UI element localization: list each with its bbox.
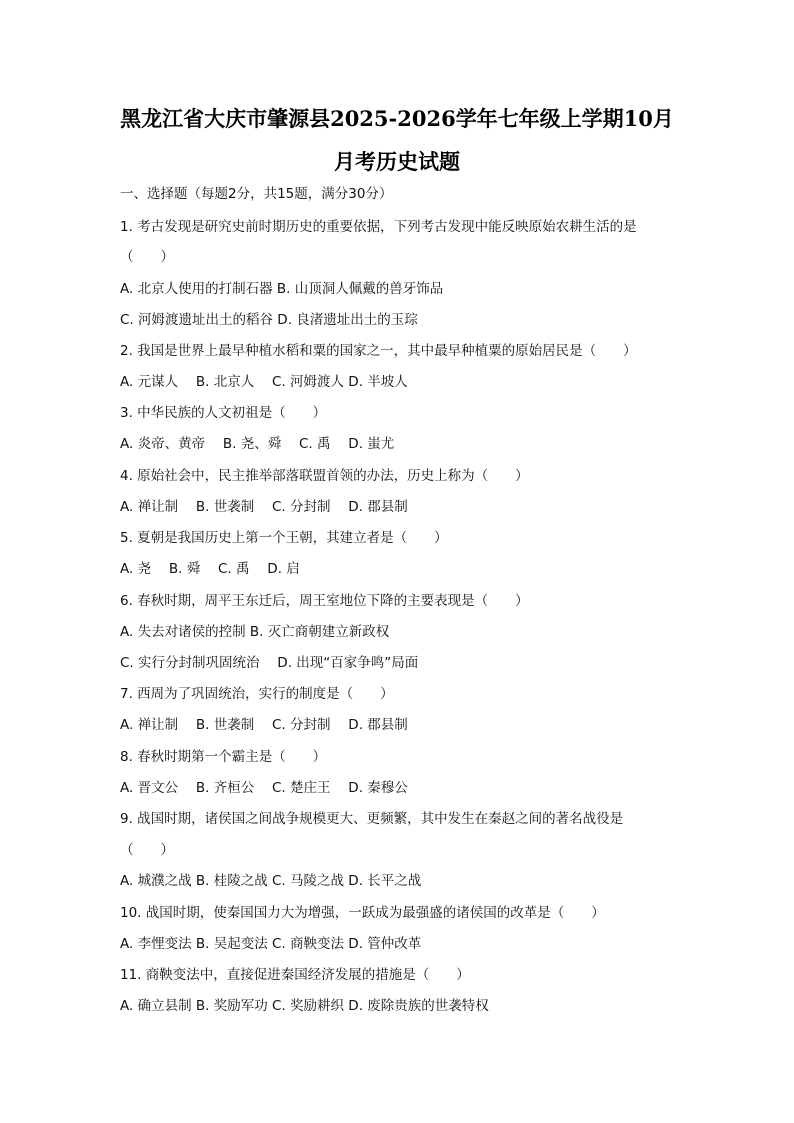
question-options-6b: C. 实行分封制巩固统治 D. 出现“百家争鸣”局面 [120,655,419,671]
question-stem-5: 5. 夏朝是我国历史上第一个王朝，其建立者是（ ） [120,530,448,546]
question-stem-1: 1. 考古发现是研究史前时期历史的重要依据，下列考古发现中能反映原始农耕生活的是 [120,219,637,235]
question-stem-4: 4. 原始社会中，民主推举部落联盟首领的办法，历史上称为（ ） [120,468,529,484]
exam-title-line2: 月考历史试题 [334,149,460,174]
question-options-1b: C. 河姆渡遗址出土的稻谷 D. 良渚遗址出土的玉琮 [120,312,418,328]
question-stem-10: 10. 战国时期，使秦国国力大为增强，一跃成为最强盛的诸侯国的改革是（ ） [120,905,605,921]
question-stem-7: 7. 西周为了巩固统治，实行的制度是（ ） [120,686,394,702]
exam-title-line1: 黑龙江省大庆市肇源县2025-2026学年七年级上学期10月 [120,106,674,131]
question-options-9: A. 城濮之战 B. 桂陵之战 C. 马陵之战 D. 长平之战 [120,873,422,889]
question-options-2: A. 元谋人 B. 北京人 C. 河姆渡人 D. 半坡人 [120,374,408,390]
question-options-10: A. 李悝变法 B. 吴起变法 C. 商鞅变法 D. 管仲改革 [120,936,422,952]
question-options-11: A. 确立县制 B. 奖励军功 C. 奖励耕织 D. 废除贵族的世袭特权 [120,998,489,1014]
question-stem-9: 9. 战国时期，诸侯国之间战争规模更大、更频繁，其中发生在秦赵之间的著名战役是 [120,811,624,827]
question-stem-1-cont: （ ） [120,249,174,265]
question-options-5: A. 尧 B. 舜 C. 禹 D. 启 [120,561,300,577]
question-options-8: A. 晋文公 B. 齐桓公 C. 楚庄王 D. 秦穆公 [120,780,408,796]
question-options-7: A. 禅让制 B. 世袭制 C. 分封制 D. 郡县制 [120,717,408,733]
section-header: 一、选择题（每题2分，共15题，满分30分） [120,186,393,202]
question-options-3: A. 炎帝、黄帝 B. 尧、舜 C. 禹 D. 蚩尤 [120,436,395,452]
question-stem-3: 3. 中华民族的人文初祖是（ ） [120,405,327,421]
question-options-6a: A. 失去对诸侯的控制 B. 灭亡商朝建立新政权 [120,624,390,640]
question-stem-11: 11. 商鞅变法中，直接促进秦国经济发展的措施是（ ） [120,967,470,983]
question-stem-2: 2. 我国是世界上最早种植水稻和粟的国家之一，其中最早种植粟的原始居民是（ ） [120,343,637,359]
question-stem-8: 8. 春秋时期第一个霸主是（ ） [120,749,327,765]
question-stem-6: 6. 春秋时期，周平王东迁后，周王室地位下降的主要表现是（ ） [120,593,529,609]
question-options-4: A. 禅让制 B. 世袭制 C. 分封制 D. 郡县制 [120,499,408,515]
question-options-1a: A. 北京人使用的打制石器 B. 山顶洞人佩戴的兽牙饰品 [120,281,444,297]
question-stem-9-cont: （ ） [120,842,174,858]
